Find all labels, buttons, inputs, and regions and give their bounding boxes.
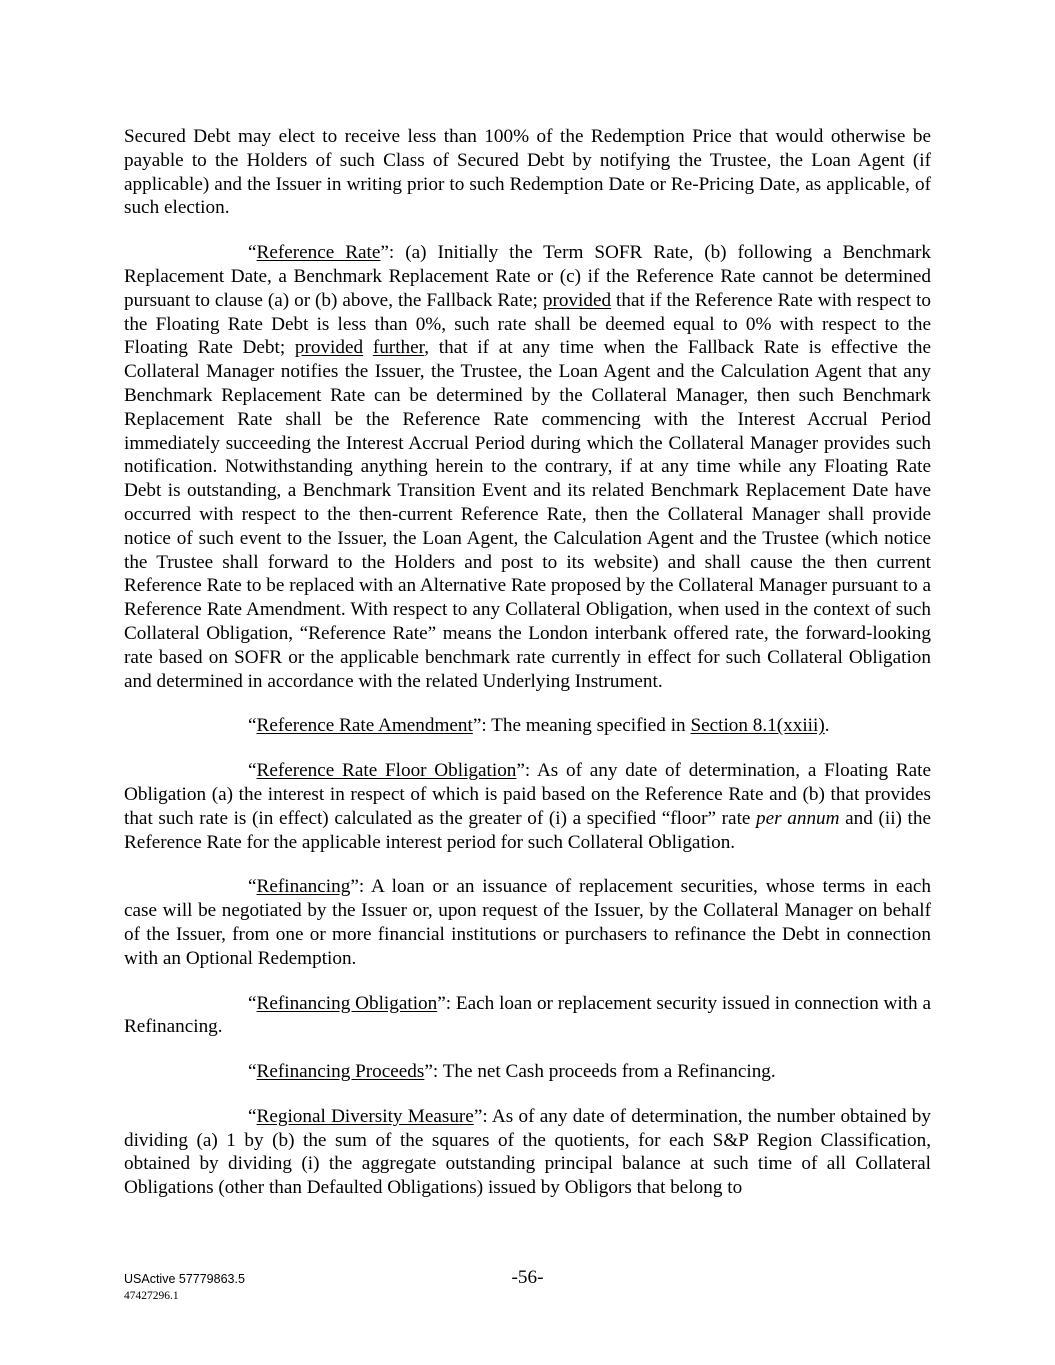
proviso-term: provided [294,337,364,359]
close-quote: ”: [473,1105,492,1127]
defined-term: Reference Rate [256,242,381,264]
defined-term: Reference Rate Amendment [256,715,473,737]
page-number: -56- [511,1267,544,1288]
close-quote: ”: [380,242,406,264]
open-quote: “ [248,1105,257,1127]
definition-text: . [824,715,830,737]
defined-term: Refinancing [256,876,351,898]
section-reference: Section 8.1(xxiii) [690,715,825,737]
proviso-term: further [372,337,425,359]
close-quote: ”: [437,992,456,1014]
definition-text: As of any date of determination, the number obtained by dividing (a) 1 by (b) the sum of the squares of the quotients, for each S&P Region Classification, obtained by dividing (i) the aggregate outstanding principal balance at such time of all Collateral Obligations (other than Defaulted Obligations) issued by Obligors that belong to [124,1105,931,1199]
open-quote: “ [248,876,257,898]
definition-text: , that if at any time when the Fallback Rate is effective the Collateral Manager notifies the Issuer, the Trustee, the Loan Agent and the Calculation Agent that any Benchmark Replacement Rate can be determined by the Collateral Manager, then such Benchmark Replacement Rate shall be the Reference Rate commencing with the Interest Accrual Period immediately succeeding the Interest Accrual Period during which the Collateral Manager provides such notification. Notwithstanding anything herein to the contrary, if at any time while any Floating Rate Debt is outstanding, a Benchmark Transition Event and its related Benchmark Replacement Date have occurred with respect to the then-current Reference Rate, then the Collateral Manager shall provide notice of such event to the Issuer, the Loan Agent, the Calculation Agent and the Trustee (which notice the Trustee shall forward to the Holders and post to its website) and shall cause the then current Reference Rate to be replaced with an Alternative Rate proposed by the Collateral Manager pursuant to a Reference Rate Amendment. With respect to any Collateral Obligation, when used in the context of such Collateral Obligation, “Reference Rate” means the London interbank offered rate, the forward-looking rate based on SOFR or the applicable benchmark rate currently in effect for such Collateral Obligation and determined in accordance with the related Underlying Instrument. [124,337,931,692]
definition-text: The meaning specified in [491,715,691,737]
definition-regional-diversity-measure [124,1105,931,1200]
defined-term: Refinancing Obligation [256,992,438,1014]
defined-term: Reference Rate Floor Obligation [256,760,517,782]
open-quote: “ [248,715,257,737]
defined-term: Refinancing Proceeds [256,1061,425,1083]
definition-text: that if the Reference Rate with respect to the Floating Rate Debt is less than 0%, such rate shall be deemed equal to 0% with respect to the Floating Rate Debt; [124,289,932,359]
paragraph-continuation [124,125,931,220]
definition-refinancing-obligation [124,992,931,1040]
footer-doc-id-secondary: 47427296.1 [124,1290,179,1302]
definition-refinancing-proceeds [124,1060,931,1084]
definition-text: Each loan or replacement security issued in connection with a Refinancing. [124,992,931,1038]
definition-refinancing [124,875,931,970]
open-quote: “ [248,1061,257,1083]
definition-reference-rate-amendment [124,714,931,738]
definition-text: (a) Initially the Term SOFR Rate, (b) following a Benchmark Replacement Date, a Benchmark Replacement Rate or (c) if the Reference Rate cannot be determined pursuant to clause (a) or (b) above, the Fallback Rate; [124,242,931,311]
definition-reference-rate [124,241,931,693]
proviso-term: provided [542,289,612,311]
paragraph-text: Secured Debt may elect to receive less than 100% of the Redemption Price that would otherwise be payable to the Holders of such Class of Secured Debt by notifying the Trustee, the Loan Agent (if applicable) and the Issuer in writing prior to such Redemption Date or Re-Pricing Date, as applicable, of such election. [124,126,931,219]
open-quote: “ [248,760,257,782]
close-quote: ”: [424,1061,443,1083]
defined-term: Regional Diversity Measure [256,1105,474,1127]
close-quote: ”: [516,760,537,782]
italic-term: per annum [756,807,840,829]
open-quote: “ [248,242,257,264]
definition-reference-rate-floor-obligation [124,759,931,854]
close-quote: ”: [472,715,492,737]
definition-text: and (ii) the Reference Rate for the applicable interest period for such Collateral Obligation. [124,807,931,853]
definition-text: A loan or an issuance of replacement securities, whose terms in each case will be negotiated by the Issuer or, upon request of the Issuer, by the Collateral Manager on behalf of the Issuer, from one or more financial institutions or purchasers to refinance the Debt in connection with an Optional Redemption. [124,876,931,969]
open-quote: “ [248,992,257,1014]
footer-doc-id: USActive 57779863.5 [124,1272,245,1286]
definition-text: As of any date of determination, a Floating Rate Obligation (a) the interest in respect of which is paid based on the Reference Rate and (b) that provides that such rate is (in effect) calculated as the greater of (i) a specified “floor” rate [124,760,931,829]
document-body [124,125,931,1221]
close-quote: ”: [350,876,371,898]
definition-text: The net Cash proceeds from a Refinancing. [442,1061,776,1083]
